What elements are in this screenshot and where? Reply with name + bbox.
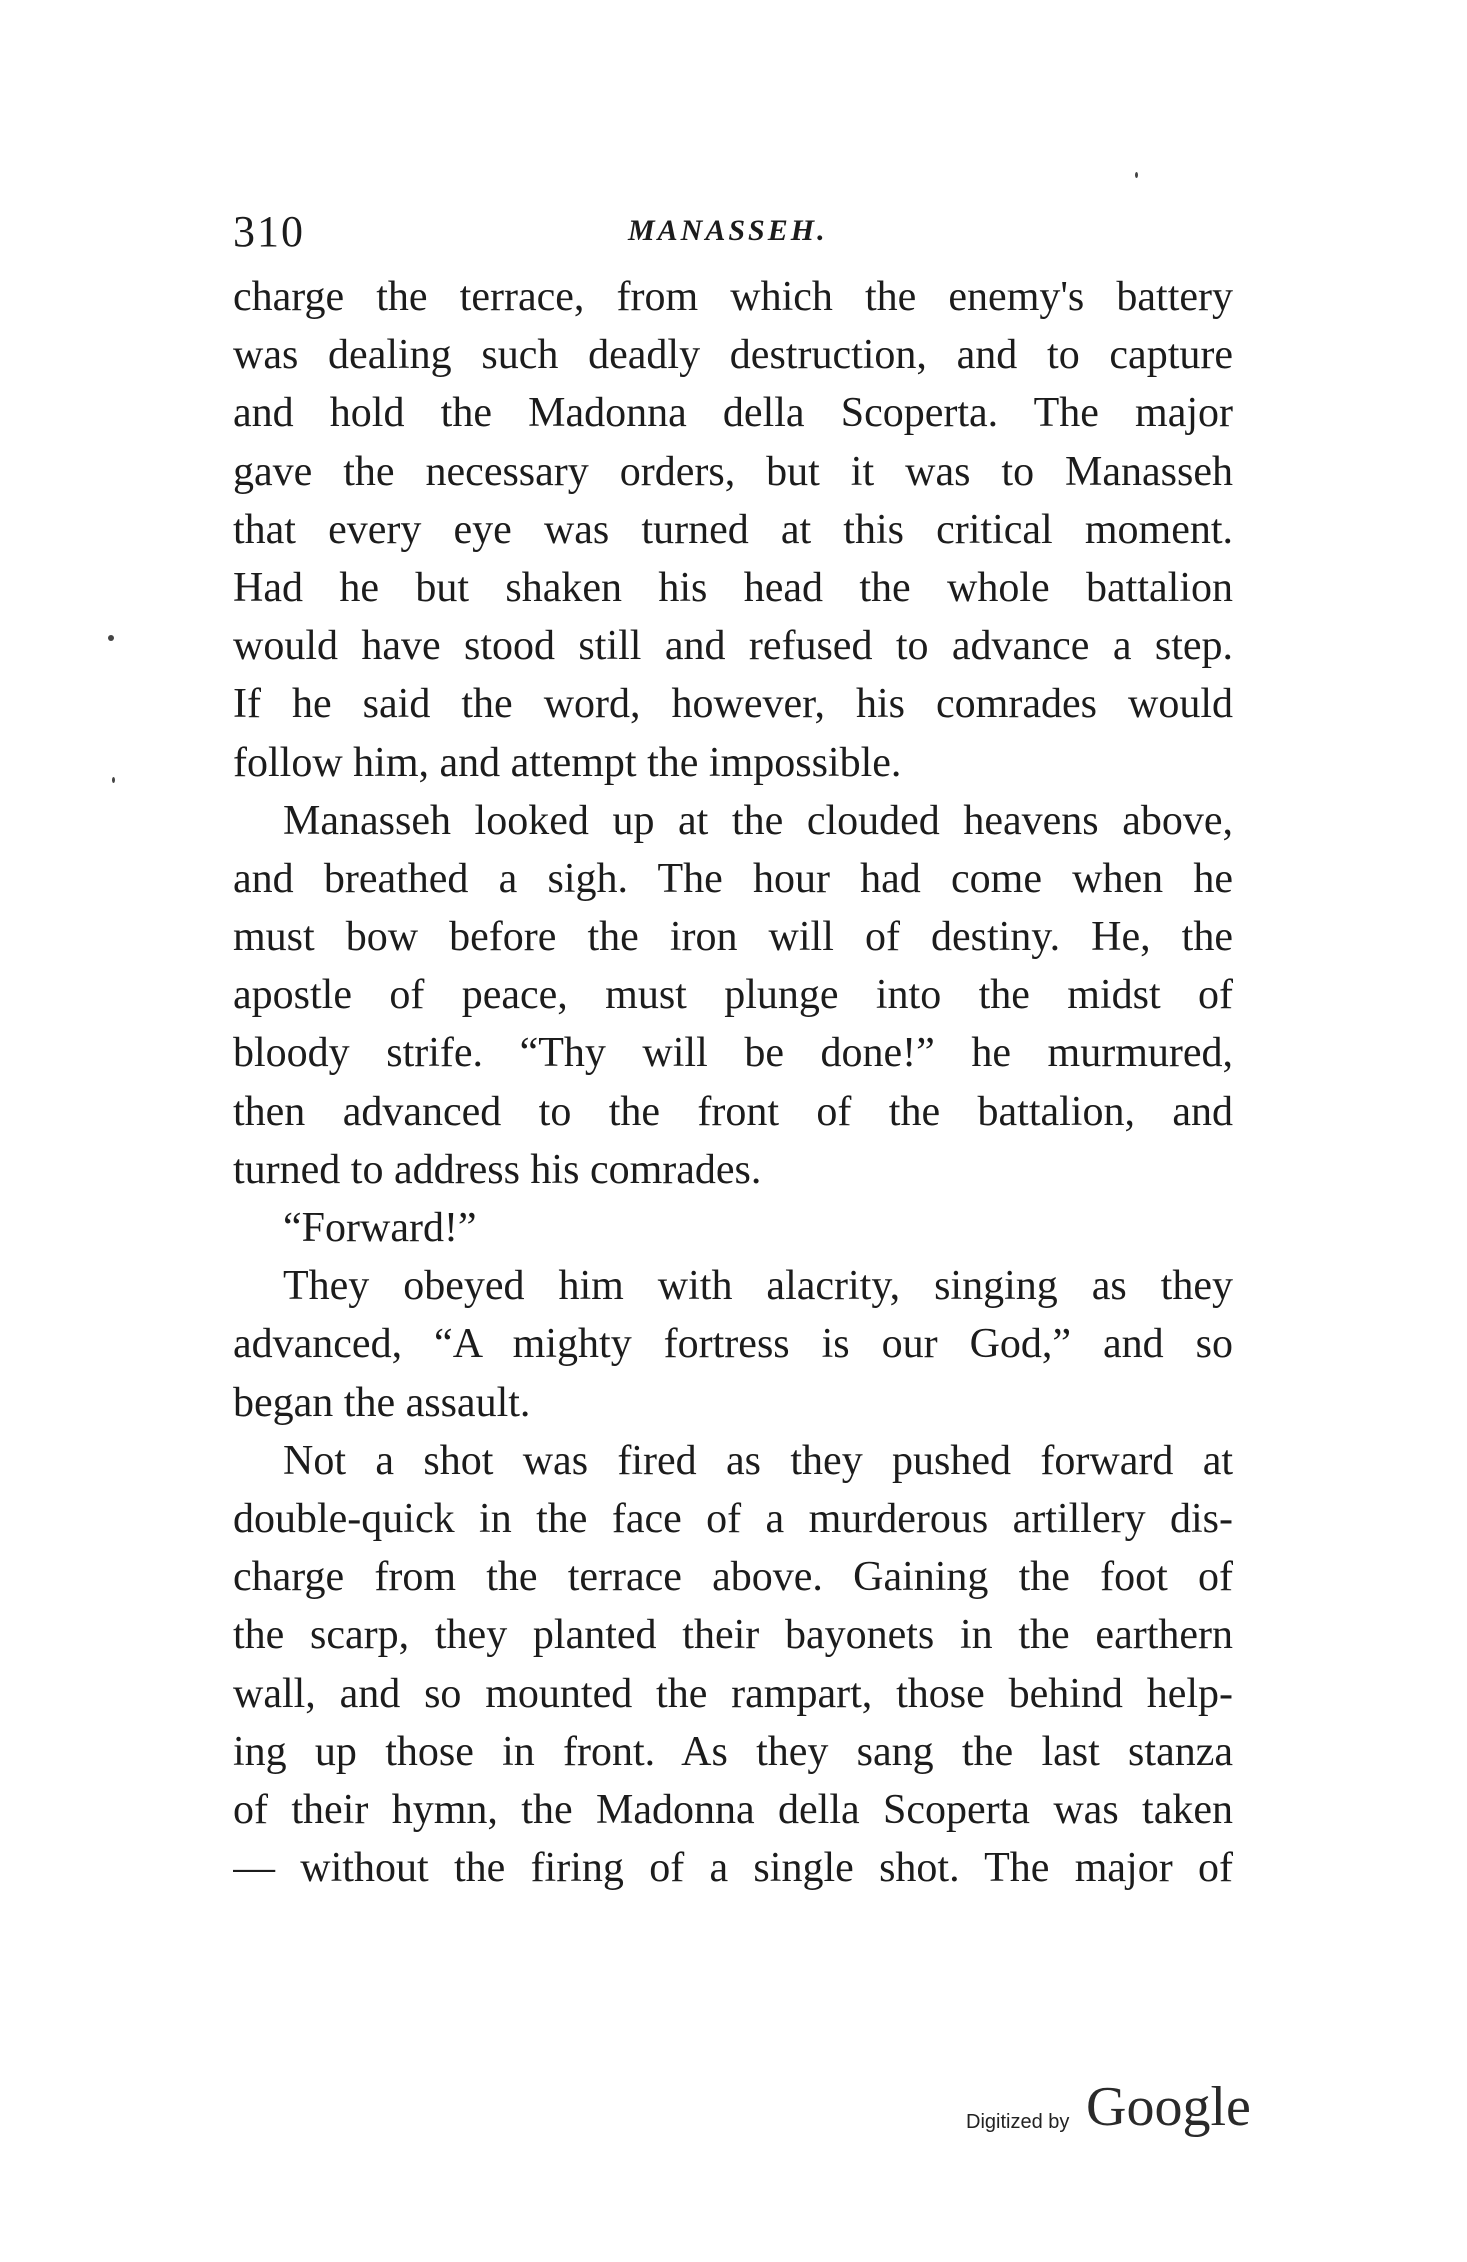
- text-line: Manasseh looked up at the clouded heavens above,: [283, 797, 1233, 844]
- text-line: and hold the Madonna della Scoperta. The major: [233, 390, 1233, 437]
- text-line: Had he but shaken his head the whole battalion: [233, 564, 1233, 611]
- text-line: charge from the terrace above. Gaining the foot of: [233, 1554, 1233, 1601]
- text-line: was dealing such deadly destruction, and to capture: [233, 332, 1233, 379]
- text-line: — without the firing of a single shot. The major of: [233, 1845, 1233, 1892]
- text-line: If he said the word, however, his comrades would: [233, 681, 1233, 728]
- google-logo: Google: [1086, 2076, 1251, 2138]
- text-line: of their hymn, the Madonna della Scoperta was taken: [233, 1786, 1233, 1833]
- running-title: MANASSEH.: [628, 214, 828, 247]
- scan-speck: [112, 777, 115, 783]
- digitized-label: Digitized by: [966, 2111, 1070, 2133]
- text-line: follow him, and attempt the impossible.: [233, 739, 902, 786]
- text-line: bloody strife. “Thy will be done!” he murmured,: [233, 1030, 1233, 1077]
- text-line: would have stood still and refused to advance a step.: [233, 623, 1233, 670]
- text-line: “Forward!”: [283, 1205, 477, 1251]
- scan-speck: [1135, 172, 1138, 178]
- text-line: began the assault.: [233, 1379, 531, 1426]
- text-line: the scarp, they planted their bayonets in the earthern: [233, 1612, 1233, 1659]
- body-text: [233, 268, 1233, 1897]
- text-line: Not a shot was fired as they pushed forward at: [283, 1437, 1233, 1484]
- scan-speck: [108, 635, 114, 641]
- text-line: turned to address his comrades.: [233, 1146, 762, 1193]
- text-line: and breathed a sigh. The hour had come when he: [233, 855, 1233, 902]
- text-line: ing up those in front. As they sang the last stanza: [233, 1728, 1233, 1775]
- text-line: that every eye was turned at this critical moment.: [233, 506, 1233, 553]
- text-line: double-quick in the face of a murderous artillery dis-: [233, 1495, 1233, 1542]
- text-line: advanced, “A mighty fortress is our God,” and so: [233, 1321, 1233, 1368]
- text-line: then advanced to the front of the battalion, and: [233, 1088, 1233, 1135]
- text-line: charge the terrace, from which the enemy's battery: [233, 274, 1233, 320]
- text-line: must bow before the iron will of destiny. He, the: [233, 914, 1233, 961]
- text-line: They obeyed him with alacrity, singing as they: [283, 1263, 1233, 1310]
- text-line: wall, and so mounted the rampart, those behind help-: [233, 1670, 1233, 1717]
- digitized-by-google-watermark: [966, 2075, 1266, 2155]
- page-number: 310: [233, 207, 305, 256]
- text-line: apostle of peace, must plunge into the midst of: [233, 972, 1233, 1019]
- page-header: [233, 206, 1233, 266]
- text-line: gave the necessary orders, but it was to Manasseh: [233, 448, 1233, 495]
